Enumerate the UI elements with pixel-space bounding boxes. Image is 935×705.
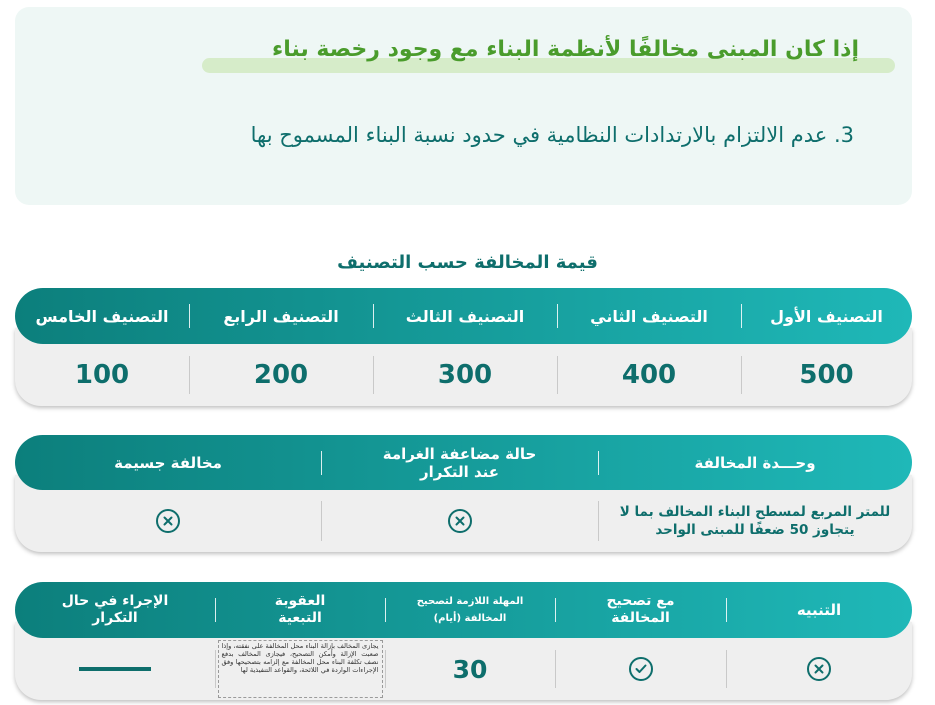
header-deadline: المهلة اللازمة لتصحيح المخالفة (أيام) xyxy=(416,596,524,624)
x-circle-icon xyxy=(807,657,831,681)
page-title: إذا كان المبنى مخالفًا لأنظمة البناء مع وجود رخصة بناء xyxy=(272,37,859,62)
header-unit: وحـــدة المخالفة xyxy=(694,453,816,472)
header-warning: التنبيه xyxy=(796,601,842,619)
header-repeat: حالة مضاعفة الغرامة عند التكرار xyxy=(382,444,537,481)
penalty-table-header xyxy=(15,582,912,638)
value-class-4: 200 xyxy=(253,360,309,390)
check-circle-icon xyxy=(629,657,653,681)
header-class-3: التصنيف الثالث xyxy=(405,306,525,326)
dash-icon xyxy=(79,667,151,671)
unit-value: للمتر المربع لمسطح البناء المخالف بما لا يتجاوز 50 ضعفًا للمبنى الواحد xyxy=(619,504,891,538)
x-circle-icon xyxy=(156,509,180,533)
header-repeat-action: الإجراء في حال التكرار xyxy=(61,593,169,626)
x-circle-icon xyxy=(448,509,472,533)
deadline-value: 30 xyxy=(452,654,488,684)
section-title: قيمة المخالفة حسب التصنيف xyxy=(337,252,598,273)
header-serious: مخالفة جسيمة xyxy=(114,453,222,472)
unit-table-header xyxy=(15,435,912,490)
violation-item: 3. عدم الالتزام بالارتدادات النظامية في حدود نسبة البناء المسموح بها xyxy=(250,123,854,147)
unit-table xyxy=(15,435,912,552)
header-class-4: التصنيف الرابع xyxy=(223,306,339,326)
header-class-1: التصنيف الأول xyxy=(770,306,883,326)
value-class-2: 400 xyxy=(621,360,677,390)
value-class-1: 500 xyxy=(799,360,854,390)
value-class-3: 300 xyxy=(437,360,493,390)
classification-table-header xyxy=(15,288,912,344)
header-class-2: التصنيف الثاني xyxy=(590,306,708,326)
header-penalty: العقوبة التبعية xyxy=(274,593,326,626)
penalty-table xyxy=(15,582,912,700)
header-class-5: التصنيف الخامس xyxy=(35,306,169,326)
header-correction: مع تصحيح المخالفة xyxy=(606,593,675,626)
classification-table xyxy=(15,288,912,406)
penalty-text: يجازى المخالف بإزالة البناء محل المخالفة على نفقته، وإذا صعبت الإزالة وأمكن التصحيح، فيجازى المخالف بدفع نصف تكلفة البناء محل المخالفة مع إلزامه بتصحيحها وفق الإجراءات الواردة في اللائحة، والقواعد التنفيذية لها xyxy=(218,640,383,698)
violation-card xyxy=(15,7,912,205)
value-class-5: 100 xyxy=(74,360,130,390)
